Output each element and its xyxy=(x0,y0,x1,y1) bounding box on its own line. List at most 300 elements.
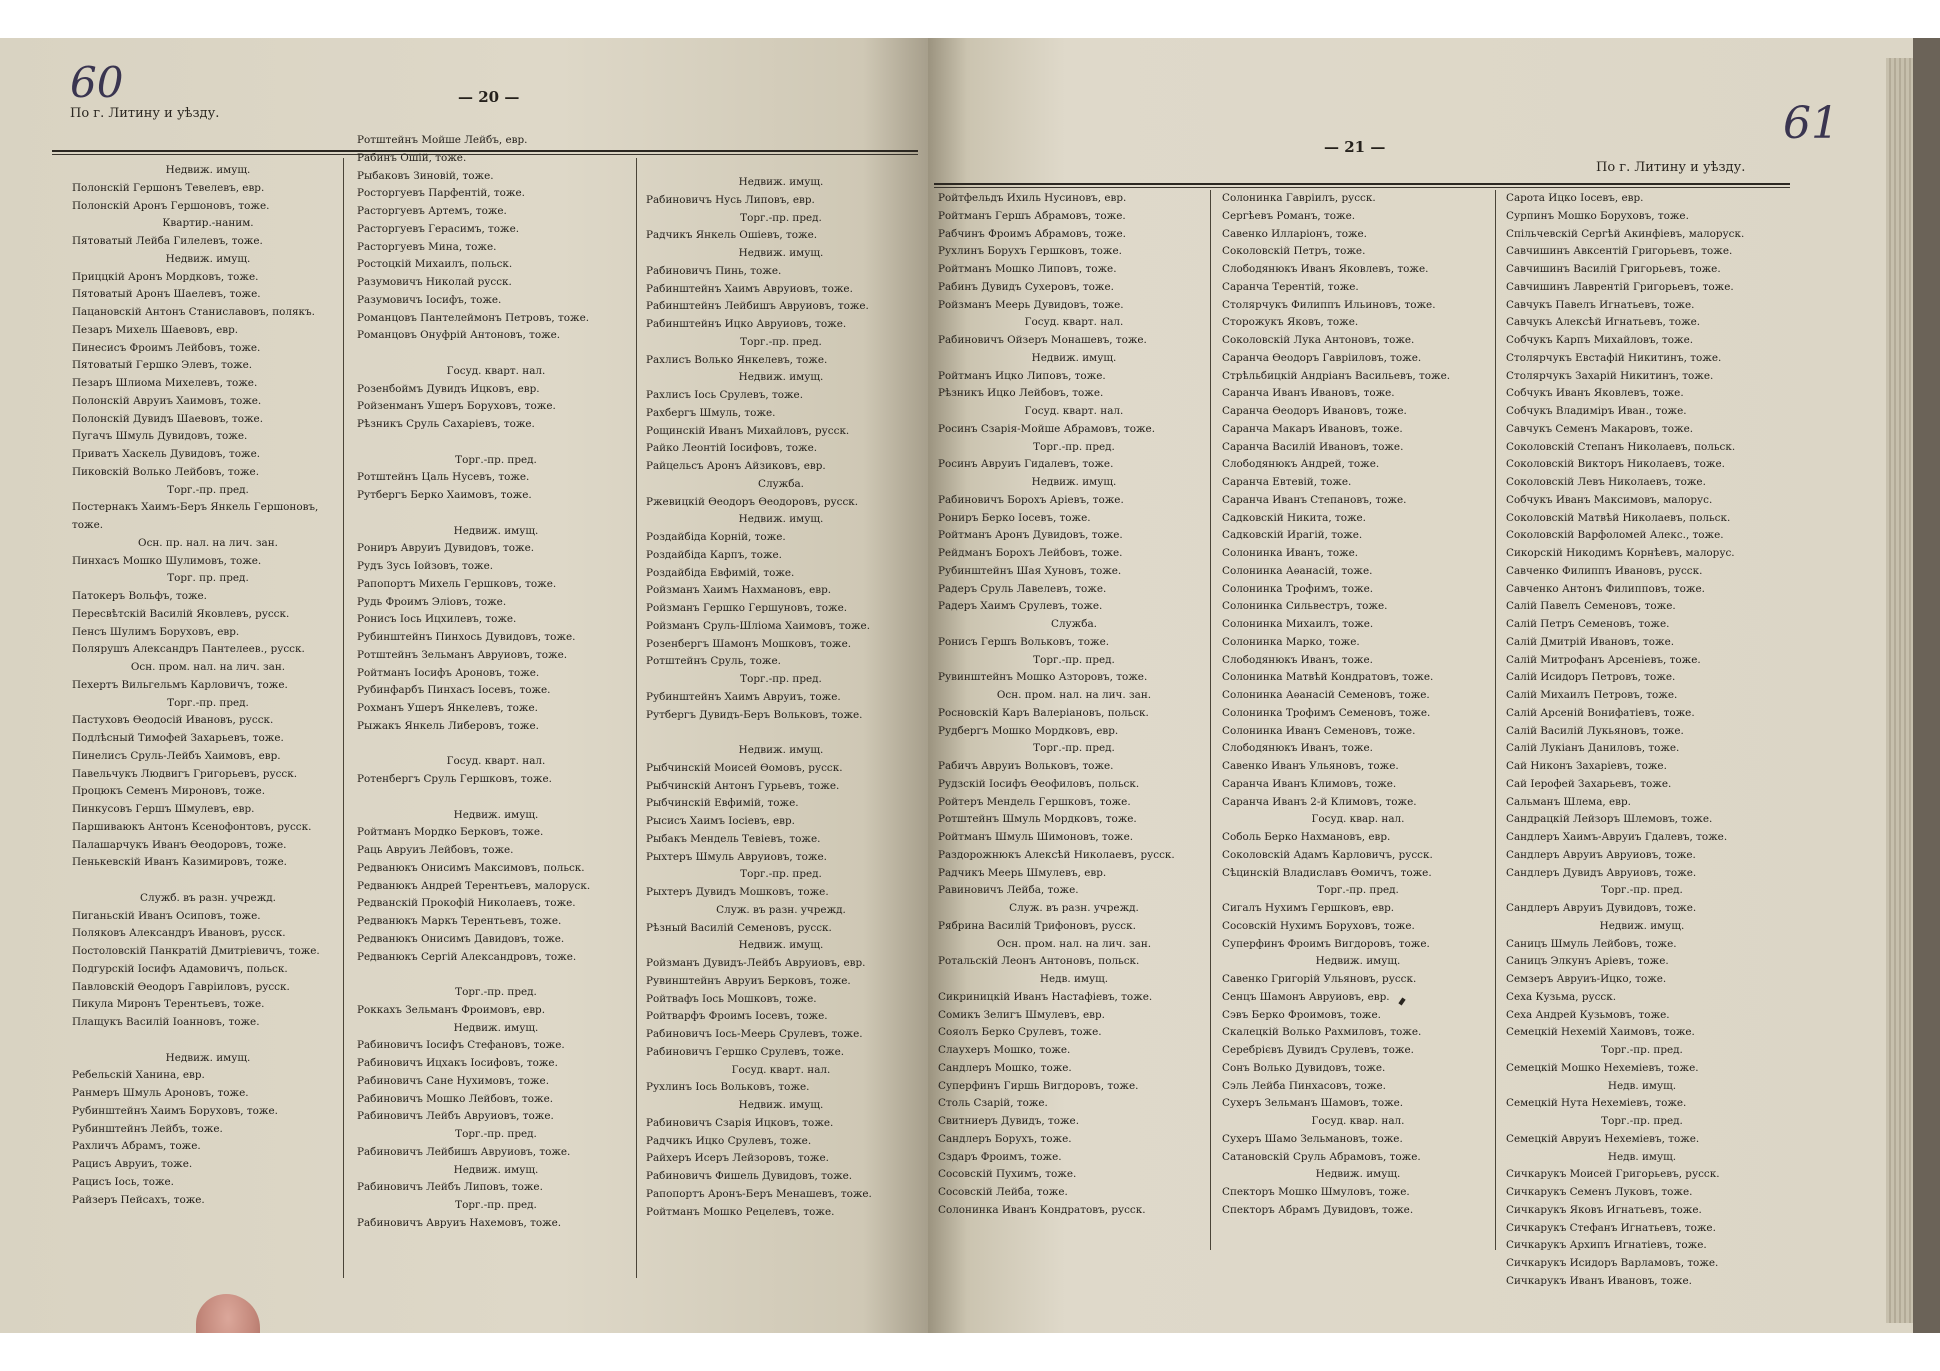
list-entry: Саранча Иванъ Ивановъ, тоже. xyxy=(1222,387,1395,400)
list-entry: Рабиновичъ Борохъ Аріевъ, тоже. xyxy=(938,493,1124,506)
list-entry: Ройтеръ Мендель Гершковъ, тоже. xyxy=(938,795,1131,808)
list-entry: Рахбергъ Шмуль, тоже. xyxy=(646,406,776,419)
list-entry: Сандлеръ Мошко, тоже. xyxy=(938,1061,1072,1074)
list-entry: Соколовскій Петръ, тоже. xyxy=(1222,245,1366,258)
list-entry: Редванюкъ Маркъ Терентьевъ, тоже. xyxy=(357,915,562,927)
list-entry: Салій Исидоръ Петровъ, тоже. xyxy=(1506,671,1676,684)
list-entry: Пятоватый Лейба Гилелевъ, тоже. xyxy=(72,235,263,247)
list-entry: Ройзманъ Меерь Дувидовъ, тоже. xyxy=(938,298,1124,311)
list-entry: тоже. xyxy=(72,519,104,531)
list-entry: Роздайбіда Евфимій, тоже. xyxy=(646,566,795,579)
list-entry: Розенбоймъ Дувидъ Ицковъ, евр. xyxy=(357,382,540,395)
list-entry: Рубинфарбъ Пинхасъ Іосевъ, тоже. xyxy=(357,684,551,697)
list-entry: Патокеръ Вольфъ, тоже. xyxy=(72,590,207,602)
list-entry: Собчукъ Карпъ Михайловъ, тоже. xyxy=(1506,334,1694,346)
list-entry: Савенко Григорій Ульяновъ, русск. xyxy=(1222,973,1417,985)
list-entry: Саницъ Элкунъ Аріевъ, тоже. xyxy=(1506,955,1669,968)
list-entry: Солонинка Матвѣй Кондратовъ, тоже. xyxy=(1222,671,1434,684)
list-entry: Постоловскій Панкратій Дмитріевичъ, тоже. xyxy=(72,945,320,957)
list-entry: Рабиновичъ Ойзеръ Монашевъ, тоже. xyxy=(938,334,1147,346)
list-entry: Ройтфельдъ Ихиль Нусиновъ, евр. xyxy=(938,192,1127,204)
list-entry xyxy=(357,434,635,452)
list-entry: Рабчинъ Фроимъ Абрамовъ, тоже. xyxy=(938,227,1126,240)
list-entry: Сурпинъ Мошко Боруховъ, тоже. xyxy=(1506,209,1689,222)
list-entry: Паршиваюкъ Антонъ Ксенофонтовъ, русск. xyxy=(72,820,312,833)
list-entry: Розенбергъ Шамонъ Мошковъ, тоже. xyxy=(646,637,852,650)
list-entry: Рабинъ Дувидъ Сухеровъ, тоже. xyxy=(938,280,1114,293)
section-heading: Недвиж. имущ. xyxy=(165,252,251,265)
section-heading: Торг.-пр. пред. xyxy=(455,453,537,466)
list-entry: Солонинка Трофимъ Семеновъ, тоже. xyxy=(1222,706,1431,719)
section-heading: Недвиж. имущ. xyxy=(1315,1168,1401,1181)
section-heading: Служ. въ разн. учрежд. xyxy=(1009,902,1139,914)
list-entry: Рабиновичъ Лейбъ Липовъ, тоже. xyxy=(357,1181,543,1194)
list-entry: Ройзенманъ Ушеръ Боруховъ, тоже. xyxy=(357,400,556,413)
list-entry: Столярчукъ Евстафій Никитинъ, тоже. xyxy=(1506,351,1722,364)
list-entry: Салій Лукіанъ Даниловъ, тоже. xyxy=(1506,742,1680,755)
list-entry: Рубинштейнъ Пинхось Дувидовъ, тоже. xyxy=(357,631,576,643)
list-entry: Сигалъ Нухимъ Гершковъ, евр. xyxy=(1222,902,1395,914)
section-heading: Недвиж. имущ. xyxy=(453,808,539,821)
list-entry: Процюкъ Семенъ Мироновъ, тоже. xyxy=(72,785,266,798)
list-entry: Солонинка Михаилъ, тоже. xyxy=(1222,618,1374,630)
left-handwritten-page-number: 60 xyxy=(70,58,124,107)
right-header-rule xyxy=(934,183,1790,185)
list-entry: Ройтманъ Аронъ Дувидовъ, тоже. xyxy=(938,529,1123,542)
list-entry: Рудъ Зусь Іойзовъ, тоже. xyxy=(357,560,494,572)
list-entry: Собчукъ Владиміръ Иван., тоже. xyxy=(1506,405,1687,417)
list-entry: Садковскій Ирагій, тоже. xyxy=(1222,529,1363,542)
list-entry: Сэль Лейба Пинхасовъ, тоже. xyxy=(1222,1079,1386,1092)
list-entry: Рощинскій Иванъ Михайловъ, русск. xyxy=(646,424,850,437)
section-heading: Недвиж. имущ. xyxy=(738,176,824,188)
list-entry: Рабиновичъ Пинь, тоже. xyxy=(646,264,782,277)
list-entry xyxy=(357,966,635,984)
left-page-number: — 20 — xyxy=(458,88,520,106)
list-entry: Рабинъ Ошій, тоже. xyxy=(357,151,467,164)
section-heading: Недвиж. имущ. xyxy=(1031,351,1117,364)
list-entry xyxy=(357,736,635,754)
list-entry: Серебрієвъ Дувидъ Срулевъ, тоже. xyxy=(1222,1044,1414,1056)
list-entry: Рабинштейнъ Лейбишъ Авруиовъ, тоже. xyxy=(646,300,869,313)
list-entry: Рыбаковъ Зиновій, тоже. xyxy=(357,169,494,182)
list-entry: Сандлеръ Дувидъ Авруиовъ, тоже. xyxy=(1506,866,1697,879)
list-entry: Рабиновичъ Фишель Дувидовъ, тоже. xyxy=(646,1170,853,1182)
right-column-divider-2 xyxy=(1495,190,1496,1250)
section-heading: Недвиж. имущ. xyxy=(1599,919,1685,932)
section-heading: Торг.-пр. пред. xyxy=(167,483,249,496)
list-entry: Ройтвафъ Іось Мошковъ, тоже. xyxy=(646,992,817,1005)
list-entry: Соколовскій Левъ Николаевъ, тоже. xyxy=(1506,476,1706,488)
list-entry: Пятоватый Аронъ Шаелевъ, тоже. xyxy=(72,288,261,301)
list-entry: Спекторъ Абрамъ Дувидовъ, тоже. xyxy=(1222,1203,1414,1216)
list-entry: Ройтманъ Гершъ Абрамовъ, тоже. xyxy=(938,209,1126,222)
list-entry: Ройтманъ Мошко Рецелевъ, тоже. xyxy=(646,1205,835,1218)
list-entry: Сичкарукъ Яковъ Игнатьевъ, тоже. xyxy=(1506,1203,1702,1216)
section-heading: Осн. пром. нал. на лич. зан. xyxy=(996,937,1152,950)
list-entry xyxy=(357,505,635,523)
list-entry: Ройзманъ Хаимъ Нахмановъ, евр. xyxy=(646,584,832,597)
list-entry: Роздайбіда Корній, тоже. xyxy=(646,531,786,543)
list-entry xyxy=(357,789,635,807)
list-entry: Роккахъ Зельманъ Фроимовъ, евр. xyxy=(357,1003,546,1016)
list-entry: Рудбергъ Мошко Мордковъ, евр. xyxy=(938,724,1119,737)
list-entry: Соколовскій Викторъ Николаевъ, тоже. xyxy=(1506,458,1725,471)
list-entry: Рубинштейнъ Шая Хуновъ, тоже. xyxy=(938,564,1122,577)
right-running-header: По г. Литину и уѣзду. xyxy=(1596,160,1746,175)
list-entry: Радчикъ Янкель Ошіевъ, тоже. xyxy=(646,229,818,242)
list-entry xyxy=(357,345,635,363)
list-entry: Рыбакъ Мендель Тевіевъ, тоже. xyxy=(646,832,821,845)
list-entry: Семецкій Авруиъ Нехеміевъ, тоже. xyxy=(1506,1132,1700,1145)
list-entry: Саранча Василій Ивановъ, тоже. xyxy=(1222,440,1404,453)
book-photo xyxy=(0,38,1940,1333)
list-entry: Ронисъ Іось Ицхилевъ, тоже. xyxy=(357,613,517,626)
section-heading: Недвиж. имущ. xyxy=(738,513,824,526)
list-entry: Ротштейнъ Цаль Нусевъ, тоже. xyxy=(357,471,530,484)
list-entry: Слободянюкъ Иванъ Яковлевъ, тоже. xyxy=(1222,263,1429,275)
list-entry: Ройзманъ Сруль-Шліома Хаимовъ, тоже. xyxy=(646,619,870,632)
list-entry: Рабиновичъ Авруиъ Нахемовъ, тоже. xyxy=(357,1216,562,1229)
list-entry: Слаухеръ Мошко, тоже. xyxy=(938,1044,1071,1056)
list-entry: Пинхасъ Мошко Шулимовъ, тоже. xyxy=(72,554,262,567)
list-entry: Слободянюкъ Иванъ, тоже. xyxy=(1222,742,1373,755)
section-heading: Недв. имущ. xyxy=(1607,1150,1677,1163)
list-entry: Полонскій Авруиъ Хаимовъ, тоже. xyxy=(72,394,262,407)
list-entry: Пехертъ Вильгельмъ Карловичъ, тоже. xyxy=(72,678,288,691)
section-heading: Госуд. кварт. нал. xyxy=(1024,405,1124,417)
list-entry: Семзеръ Авруиъ-Ицко, тоже. xyxy=(1506,973,1667,985)
list-entry: Радеръ Сруль Лавелевъ, тоже. xyxy=(938,582,1107,595)
list-entry: Сандлеръ Борухъ, тоже. xyxy=(938,1132,1072,1145)
list-entry: Рабиновичъ Лейбъ Авруиовъ, тоже. xyxy=(357,1110,554,1123)
left-column-divider-2 xyxy=(636,158,637,1278)
section-heading: Торг.-пр. пред. xyxy=(455,1199,537,1211)
list-entry: Сухеръ Шамо Зельмановъ, тоже. xyxy=(1222,1132,1403,1145)
list-entry: Солонинка Иванъ Семеновъ, тоже. xyxy=(1222,724,1416,737)
list-entry: Пенсъ Шулимъ Боруховъ, евр. xyxy=(72,625,240,638)
section-heading: Недвиж. имущ. xyxy=(165,164,251,176)
list-entry: Приццкій Аронъ Мордковъ, тоже. xyxy=(72,270,259,283)
list-entry: Салій Михаилъ Петровъ, тоже. xyxy=(1506,689,1678,701)
right-page-number: — 21 — xyxy=(1324,138,1386,156)
section-heading: Недвиж. имущ. xyxy=(165,1051,251,1064)
list-entry: Приватъ Хаскель Дувидовъ, тоже. xyxy=(72,448,261,460)
list-entry: Савчукъ Павелъ Игнатьевъ, тоже. xyxy=(1506,298,1695,311)
section-heading: Торг.-пр. пред. xyxy=(740,335,822,348)
section-heading: Недвиж. имущ. xyxy=(1315,955,1401,968)
list-entry: Сальманъ Шлема, евр. xyxy=(1506,795,1631,808)
list-entry: Райхеръ Исеръ Лейзоровъ, тоже. xyxy=(646,1152,829,1165)
section-heading: Служб. въ разн. учрежд. xyxy=(140,891,276,904)
list-entry: Рацисъ Іось, тоже. xyxy=(72,1175,174,1188)
list-entry: Пинкусовъ Гершъ Шмулевъ, евр. xyxy=(72,803,255,815)
list-entry: Рутбергъ Дувидъ-Беръ Вольковъ, тоже. xyxy=(646,708,863,721)
list-entry: Редванскій Прокофій Николаевъ, тоже. xyxy=(357,897,576,910)
list-entry: Рабиновичъ Гершко Срулевъ, тоже. xyxy=(646,1045,845,1058)
list-entry: Сандлеръ Авруиъ Дувидовъ, тоже. xyxy=(1506,902,1697,914)
list-entry: Рониръ Авруиъ Дувидовъ, тоже. xyxy=(357,542,535,555)
section-heading: Торг.-пр. пред. xyxy=(740,868,822,881)
list-entry: Соколовскій Степанъ Николаевъ, польск. xyxy=(1506,440,1736,453)
list-entry: Солонинка Гавріилъ, русск. xyxy=(1222,192,1376,204)
list-entry: Ройтманъ Мордко Берковъ, тоже. xyxy=(357,826,544,839)
list-entry: Радчикъ Ицко Срулевъ, тоже. xyxy=(646,1134,812,1147)
section-heading: Торг.-пр. пред. xyxy=(1601,1115,1683,1127)
list-entry: Ротштейнъ Мойше Лейбъ, евр. xyxy=(357,134,528,146)
list-entry: Ротенбергъ Сруль Гершковъ, тоже. xyxy=(357,773,552,785)
list-entry: Рабиновичъ Сане Нухимовъ, тоже. xyxy=(357,1074,550,1087)
list-entry: Савчукъ Алексѣй Игнатьевъ, тоже. xyxy=(1506,316,1701,329)
list-entry: Рѣзникъ Сруль Сахаріевъ, тоже. xyxy=(357,418,535,430)
list-entry: Подгурскій Іосифъ Адамовичъ, польск. xyxy=(72,962,288,975)
list-entry: Сторожукъ Яковъ, тоже. xyxy=(1222,316,1359,329)
section-heading: Торг.-пр. пред. xyxy=(1317,884,1399,897)
list-entry: Сосовскій Пухимъ, тоже. xyxy=(938,1168,1077,1181)
list-entry: Столярчукъ Захарій Никитинъ, тоже. xyxy=(1506,369,1714,382)
list-entry: Росинъ Авруиъ Гидалевъ, тоже. xyxy=(938,458,1114,471)
list-entry: Раздорожнюкъ Алексѣй Николаевъ, русск. xyxy=(938,848,1175,861)
list-entry: Пезаръ Михель Шаевовъ, евр. xyxy=(72,323,239,336)
section-heading: Госуд. кварт. нал. xyxy=(1024,316,1124,329)
list-entry: Саранча Макаръ Ивановъ, тоже. xyxy=(1222,422,1403,435)
list-entry: Пятоватый Гершко Элевъ, тоже. xyxy=(72,359,253,372)
list-entry: Постернакъ Хаимъ-Беръ Янкель Гершоновъ, xyxy=(72,501,319,514)
list-entry: Рябрина Василій Трифоновъ, русск. xyxy=(938,919,1136,932)
section-heading: Торг. пр. пред. xyxy=(167,572,249,585)
list-entry: Плащукъ Василій Іоанновъ, тоже. xyxy=(72,1016,260,1028)
list-entry: Сухеръ Зельманъ Шамовъ, тоже. xyxy=(1222,1097,1404,1110)
list-entry: Саранча Ѳеодоръ Ивановъ, тоже. xyxy=(1222,405,1407,417)
list-entry: Рабиновичъ Іосифъ Стефановъ, тоже. xyxy=(357,1039,565,1052)
section-heading: Недв. имущ. xyxy=(1039,973,1109,985)
list-entry: Пенькевскій Иванъ Казимировъ, тоже. xyxy=(72,856,287,869)
list-entry: Свитниеръ Дувидъ, тоже. xyxy=(938,1115,1080,1127)
list-entry xyxy=(646,724,916,742)
list-entry: Саранча Евтевій, тоже. xyxy=(1222,476,1352,488)
section-heading: Осн. пр. нал. на лич. зан. xyxy=(138,536,278,549)
list-entry: Савчишинъ Лаврентій Григорьевъ, тоже. xyxy=(1506,280,1734,293)
left-page xyxy=(0,38,928,1333)
list-entry: Ройтварфъ Фроимъ Іосевъ, тоже. xyxy=(646,1010,828,1023)
list-entry: Сѣцинскій Владиславъ Ѳомичъ, тоже. xyxy=(1222,866,1432,879)
section-heading: Служ. въ разн. учрежд. xyxy=(716,903,846,916)
list-entry: Солонинка Аѳанасій, тоже. xyxy=(1222,564,1373,577)
section-heading: Недв. имущ. xyxy=(1607,1079,1677,1092)
section-heading: Торг.-пр. пред. xyxy=(455,1128,537,1140)
list-entry: Рабиновичъ Сзарія Ицковъ, тоже. xyxy=(646,1116,834,1129)
list-entry: Салій Дмитрій Ивановъ, тоже. xyxy=(1506,635,1675,648)
section-heading: Служба. xyxy=(1051,618,1097,630)
list-entry: Слободянюкъ Андрей, тоже. xyxy=(1222,458,1380,471)
right-column-3 xyxy=(1506,190,1778,1291)
list-entry: Росновскій Каръ Валеріановъ, польск. xyxy=(938,706,1149,719)
list-entry: Сандрацкій Лейзоръ Шлемовъ, тоже. xyxy=(1506,813,1713,826)
list-entry: Рысисъ Хаимъ Іосіевъ, евр. xyxy=(646,815,795,827)
list-entry: Столярчукъ Филиппъ Ильиновъ, тоже. xyxy=(1222,298,1436,311)
section-heading: Госуд. кварт. нал. xyxy=(446,755,546,768)
list-entry: Ройзманъ Дувидъ-Лейбъ Авруиовъ, евр. xyxy=(646,957,866,969)
list-entry: Сергѣевъ Романъ, тоже. xyxy=(1222,209,1356,222)
list-entry: Солонинка Сильвестръ, тоже. xyxy=(1222,600,1388,613)
section-heading: Торг.-пр. пред. xyxy=(1601,884,1683,897)
list-entry: Рахлисъ Іось Срулевъ, тоже. xyxy=(646,389,803,401)
list-entry: Рухлинъ Іось Вольковъ, тоже. xyxy=(646,1081,810,1094)
section-heading: Торг.-пр. пред. xyxy=(167,696,249,709)
section-heading: Осн. пром. нал. на лич. зан. xyxy=(130,661,286,673)
list-entry: Ройтманъ Іосифъ Ароновъ, тоже. xyxy=(357,666,540,679)
list-entry: Ранмеръ Шмуль Ароновъ, тоже. xyxy=(72,1087,249,1099)
section-heading: Служба. xyxy=(758,477,804,490)
list-entry: Редванюкъ Онисимъ Максимовъ, польск. xyxy=(357,861,585,874)
list-entry: Рубинштейнъ Хаимъ Авруиъ, тоже. xyxy=(646,690,841,703)
list-entry xyxy=(72,872,344,890)
list-entry: Саранча Ѳеодоръ Гавріиловъ, тоже. xyxy=(1222,351,1422,364)
list-entry: Подлѣсный Тимофей Захарьевъ, тоже. xyxy=(72,732,284,744)
list-entry: Рувинштейнъ Авруиъ Берковъ, тоже. xyxy=(646,974,851,987)
list-entry: Росинъ Сзарія-Мойше Абрамовъ, тоже. xyxy=(938,422,1156,435)
list-entry: Ронисъ Гершъ Вольковъ, тоже. xyxy=(938,635,1110,648)
list-entry: Романцовъ Пантелеймонъ Петровъ, тоже. xyxy=(357,311,590,324)
list-entry: Рапопортъ Аронъ-Беръ Менашевъ, тоже. xyxy=(646,1187,872,1200)
list-entry: Редванюкъ Онисимъ Давидовъ, тоже. xyxy=(357,932,565,945)
section-heading: Недвиж. имущ. xyxy=(738,371,824,384)
list-entry: Павельчукъ Людвигъ Григорьевъ, русск. xyxy=(72,767,298,780)
list-entry: Салій Арсеній Вонифатіевъ, тоже. xyxy=(1506,706,1695,719)
list-entry: Солонинка Иванъ, тоже. xyxy=(1222,547,1359,559)
list-entry: Пацановскій Антонъ Станиславовъ, полякъ. xyxy=(72,306,315,318)
list-entry: Пинесисъ Фроимъ Лейбовъ, тоже. xyxy=(72,341,261,354)
list-entry: Разумовичъ Іосифъ, тоже. xyxy=(357,293,502,306)
list-entry: Пересвѣтскій Василій Яковлевъ, русск. xyxy=(72,607,290,620)
list-entry: Рахлисъ Волько Янкелевъ, тоже. xyxy=(646,353,828,366)
left-running-header: По г. Литину и уѣзду. xyxy=(70,106,220,121)
list-entry: Рыбчинскій Моисей Ѳомовъ, русск. xyxy=(646,761,843,774)
list-entry: Ротштейнъ Сруль, тоже. xyxy=(646,655,781,668)
section-heading: Торг.-пр. пред. xyxy=(1033,653,1115,666)
list-entry: Рацисъ Авруиъ, тоже. xyxy=(72,1158,193,1170)
list-entry: Рониръ Берко Іосевъ, тоже. xyxy=(938,511,1091,524)
list-entry: Ребельскій Ханина, евр. xyxy=(72,1069,205,1082)
list-entry: Салій Петръ Семеновъ, тоже. xyxy=(1506,618,1670,630)
right-page xyxy=(928,38,1913,1333)
section-heading: Торг.-пр. пред. xyxy=(1033,440,1115,453)
list-entry: Сичкарукъ Иванъ Ивановъ, тоже. xyxy=(1506,1274,1692,1287)
list-entry: Райцельсъ Аронъ Айзиковъ, евр. xyxy=(646,460,826,472)
list-entry: Сатановскій Сруль Абрамовъ, тоже. xyxy=(1222,1150,1421,1163)
list-entry: Рапопортъ Михель Гершковъ, тоже. xyxy=(357,577,557,590)
list-entry: Савченко Филиппъ Ивановъ, русск. xyxy=(1506,564,1703,577)
list-entry: Сенцъ Шамонъ Авруиовъ, евр. xyxy=(1222,990,1390,1003)
list-entry: Рутбергъ Берко Хаимовъ, тоже. xyxy=(357,489,532,501)
list-entry: Ройтманъ Мошко Липовъ, тоже. xyxy=(938,263,1117,275)
list-entry: Савченко Антонъ Филипповъ, тоже. xyxy=(1506,582,1705,595)
list-entry: Пикула Миронъ Терентьевъ, тоже. xyxy=(72,998,265,1011)
list-entry: Рейдманъ Борохъ Лейбовъ, тоже. xyxy=(938,547,1123,559)
list-entry: Расторгуевъ Артемъ, тоже. xyxy=(357,205,507,217)
list-entry: Сай Никонъ Захаріевъ, тоже. xyxy=(1506,760,1667,772)
list-entry: Полонскій Гершонъ Тевелевъ, евр. xyxy=(72,181,265,194)
list-entry: Сичкарукъ Семенъ Луковъ, тоже. xyxy=(1506,1186,1693,1198)
list-entry: Рудзскій Іосифъ Ѳеофиловъ, польск. xyxy=(938,777,1140,790)
right-column-2 xyxy=(1222,190,1494,1220)
list-entry: Стрѣльбицкій Андріанъ Васильевъ, тоже. xyxy=(1222,369,1451,382)
section-heading: Недвиж. имущ. xyxy=(1031,476,1117,488)
list-entry: Садковскій Никита, тоже. xyxy=(1222,511,1366,524)
list-entry: Рабиновичъ Іось-Меерь Срулевъ, тоже. xyxy=(646,1028,863,1040)
list-entry: Соколовскій Адамъ Карловичъ, русск. xyxy=(1222,848,1433,861)
list-entry: Саранча Иванъ Степановъ, тоже. xyxy=(1222,493,1407,506)
list-entry: Полонскій Дувидъ Шаевовъ, тоже. xyxy=(72,412,263,425)
left-column-3 xyxy=(646,174,916,1221)
list-entry: Пугачъ Шмуль Дувидовъ, тоже. xyxy=(72,430,248,443)
section-heading: Госуд. кварт. нал. xyxy=(731,1063,831,1076)
list-entry: Полонскій Аронъ Гершоновъ, тоже. xyxy=(72,199,270,212)
list-entry: Полярушъ Александръ Пантелеев., русск. xyxy=(72,643,305,656)
list-entry: Сичкарукъ Моисей Григорьевъ, русск. xyxy=(1506,1168,1720,1181)
section-heading: Торг.-пр. пред. xyxy=(1601,1044,1683,1056)
list-entry: Рубинштейнъ Лейбъ, тоже. xyxy=(72,1122,223,1135)
list-entry: Ройтманъ Ицко Липовъ, тоже. xyxy=(938,369,1106,382)
section-heading: Осн. пром. нал. на лич. зан. xyxy=(996,689,1152,701)
list-entry: Рабиновичъ Мошко Лейбовъ, тоже. xyxy=(357,1092,554,1105)
list-entry: Скалецкій Волько Рахмиловъ, тоже. xyxy=(1222,1026,1422,1039)
list-entry: Ростоцкій Михаилъ, польск. xyxy=(357,258,513,271)
list-entry: Суперфинъ Гиршь Вигдоровъ, тоже. xyxy=(938,1079,1139,1092)
list-entry: Пастуховъ Ѳеодосій Ивановъ, русск. xyxy=(72,714,274,727)
list-entry: Пинелисъ Сруль-Лейбъ Хаимовъ, евр. xyxy=(72,749,281,762)
section-heading: Недвиж. имущ. xyxy=(453,1163,539,1176)
list-entry: Пиковскій Волько Лейбовъ, тоже. xyxy=(72,465,259,478)
list-entry: Расторгуевъ Герасимъ, тоже. xyxy=(357,222,520,235)
list-entry: Равиновичъ Лейба, тоже. xyxy=(938,884,1079,897)
list-entry: Радеръ Хаимъ Срулевъ, тоже. xyxy=(938,600,1103,613)
list-entry: Ройтманъ Шмуль Шимоновъ, тоже. xyxy=(938,831,1134,843)
list-entry: Суперфинъ Фроимъ Вигдоровъ, тоже. xyxy=(1222,937,1430,950)
list-entry: Сандлеръ Авруиъ Авруиовъ, тоже. xyxy=(1506,848,1696,861)
right-handwritten-page-number: 61 xyxy=(1783,98,1839,149)
list-entry: Рабинштейнъ Хаимъ Авруиовъ, тоже. xyxy=(646,282,853,295)
list-entry: Рыхтеръ Дувидъ Мошковъ, тоже. xyxy=(646,886,829,898)
list-entry: Савчишинъ Авксентій Григорьевъ, тоже. xyxy=(1506,245,1733,258)
list-entry: Соколовскій Лука Антоновъ, тоже. xyxy=(1222,334,1415,346)
list-entry: Ройзманъ Гершко Гершуновъ, тоже. xyxy=(646,602,848,614)
list-entry: Солонинка Иванъ Кондратовъ, русск. xyxy=(938,1203,1146,1216)
right-column-divider-1 xyxy=(1210,190,1211,1250)
list-entry: Столь Сзарій, тоже. xyxy=(938,1097,1048,1110)
list-entry: Семецкій Нута Нехеміевъ, тоже. xyxy=(1506,1097,1687,1110)
list-entry: Павловскій Ѳеодоръ Гавріиловъ, русск. xyxy=(72,980,290,993)
list-entry: Спільчевскій Сергѣй Акинфіевъ, малоруск. xyxy=(1506,227,1745,240)
list-entry: Соколовскій Варфоломей Алекс., тоже. xyxy=(1506,529,1724,542)
list-entry: Рабиновичъ Лейбишъ Авруиовъ, тоже. xyxy=(357,1145,571,1158)
list-entry: Райко Леонтій Іосифовъ, тоже. xyxy=(646,442,818,455)
left-column-1 xyxy=(72,162,344,1209)
list-entry xyxy=(72,1032,344,1050)
section-heading: Госуд. кварт. нал. xyxy=(446,364,546,377)
list-entry: Рабиновичъ Нусь Липовъ, евр. xyxy=(646,193,815,206)
list-entry: Сичкарукъ Исидоръ Варламовъ, тоже. xyxy=(1506,1257,1719,1269)
list-entry: Сикриницкій Иванъ Настафіевъ, тоже. xyxy=(938,990,1153,1003)
list-entry: Рыжакъ Янкель Либеровъ, тоже. xyxy=(357,719,539,732)
list-entry: Радчикъ Меерь Шмулевъ, евр. xyxy=(938,866,1107,879)
list-entry: Собчукъ Иванъ Яковлевъ, тоже. xyxy=(1506,387,1684,400)
page-stack-edge xyxy=(1886,58,1913,1323)
list-entry: Сояолъ Берко Срулевъ, тоже. xyxy=(938,1026,1102,1039)
section-heading: Недвиж. имущ. xyxy=(453,524,539,537)
list-entry: Саранча Иванъ 2-й Климовъ, тоже. xyxy=(1222,795,1417,808)
list-entry: Солонинка Марко, тоже. xyxy=(1222,635,1360,648)
